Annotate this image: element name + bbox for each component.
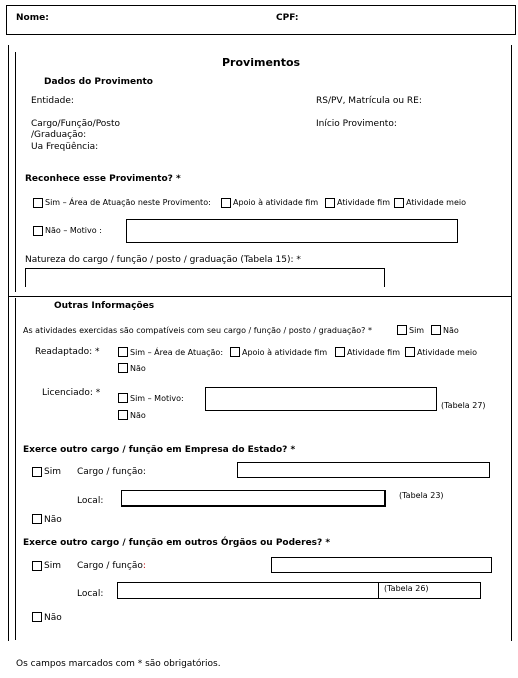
- orgaos-local-divider: [378, 582, 379, 599]
- licenciado-motivo-input[interactable]: [205, 387, 437, 411]
- empresa-cargo-input[interactable]: [237, 462, 490, 478]
- orgaos-question: Exerce outro cargo / função em outros Órgãos ou Poderes? *: [23, 538, 331, 548]
- orgaos-sim-checkbox[interactable]: [32, 561, 42, 571]
- nome-label: Nome:: [16, 13, 49, 23]
- rs-pv-label: RS/PV, Matrícula ou RE:: [316, 96, 422, 106]
- compat-sim-label: Sim: [409, 326, 425, 335]
- readaptado-nao-checkbox[interactable]: [118, 363, 128, 373]
- natureza-label: Natureza do cargo / função / posto / graduação (Tabela 15): *: [25, 255, 301, 265]
- readaptado-nao-label: Não: [130, 364, 146, 373]
- reconhece-sim-checkbox[interactable]: [33, 198, 43, 208]
- atividade-fim-label: Atividade fim: [337, 198, 391, 207]
- nao-motivo-input[interactable]: [126, 219, 458, 243]
- compat-nao-checkbox[interactable]: [431, 325, 441, 335]
- compat-question: As atividades exercidas são compatíveis com seu cargo / função / posto / graduação? *: [23, 326, 372, 335]
- readaptado-fim-label: Atividade fim: [347, 348, 401, 357]
- atividade-fim-checkbox[interactable]: [325, 198, 335, 208]
- cargo-label-line1: Cargo/Função/Posto: [31, 119, 121, 129]
- tabela-27-label: (Tabela 27): [441, 401, 486, 410]
- orgaos-nao-checkbox[interactable]: [32, 612, 42, 622]
- licenciado-label: Licenciado: *: [42, 388, 101, 398]
- inicio-provimento-label: Início Provimento:: [316, 119, 397, 129]
- readaptado-meio-checkbox[interactable]: [405, 347, 415, 357]
- entidade-label: Entidade:: [31, 96, 74, 106]
- tabela-26-label: (Tabela 26): [384, 584, 429, 593]
- empresa-nao-checkbox[interactable]: [32, 514, 42, 524]
- empresa-question: Exerce outro cargo / função em Empresa do Estado? *: [23, 445, 296, 455]
- empresa-local-input[interactable]: [121, 490, 386, 507]
- empresa-nao-label: Não: [44, 515, 62, 525]
- readaptado-meio-label: Atividade meio: [417, 348, 478, 357]
- licenciado-sim-label: Sim – Motivo:: [130, 394, 184, 403]
- empresa-cargo-label: Cargo / função:: [77, 467, 146, 477]
- empresa-sim-checkbox[interactable]: [32, 467, 42, 477]
- readaptado-sim-checkbox[interactable]: [118, 347, 128, 357]
- readaptado-fim-checkbox[interactable]: [335, 347, 345, 357]
- compat-sim-checkbox[interactable]: [397, 325, 407, 335]
- atividade-meio-label: Atividade meio: [406, 198, 467, 207]
- orgaos-cargo-input[interactable]: [271, 557, 492, 573]
- readaptado-apoio-label: Apoio à atividade fim: [242, 348, 328, 357]
- cargo-label-line2: /Graduação:: [31, 130, 87, 140]
- cpf-label: CPF:: [276, 13, 299, 23]
- orgaos-sim-label: Sim: [44, 561, 61, 571]
- apoio-atividade-fim-label: Apoio à atividade fim: [233, 198, 319, 207]
- frequencia-label: Ua Freqüência:: [31, 142, 99, 152]
- section2-inner-border: [15, 298, 16, 640]
- section-title-outras-informacoes: Outras Informações: [54, 301, 155, 311]
- left-border: [8, 45, 9, 641]
- licenciado-nao-label: Não: [130, 411, 146, 420]
- orgaos-cargo-label: [77, 561, 146, 571]
- orgaos-nao-label: Não: [44, 613, 62, 623]
- orgaos-cargo-label-text: Cargo / função: [77, 561, 143, 571]
- readaptado-sim-label: Sim – Área de Atuação:: [130, 348, 224, 357]
- orgaos-local-label: Local:: [77, 589, 104, 599]
- section1-inner-border: [15, 52, 16, 292]
- compat-nao-label: Não: [443, 326, 459, 335]
- subtitle-dados-provimento: Dados do Provimento: [44, 77, 153, 87]
- reconhece-nao-label: Não – Motivo :: [45, 226, 102, 235]
- reconhece-sim-label: Sim – Área de Atuação neste Provimento:: [45, 198, 211, 207]
- tabela-23-label: (Tabela 23): [399, 491, 444, 500]
- section-divider: [8, 296, 512, 297]
- readaptado-label: Readaptado: *: [35, 347, 100, 357]
- licenciado-nao-checkbox[interactable]: [118, 410, 128, 420]
- readaptado-apoio-checkbox[interactable]: [230, 347, 240, 357]
- empresa-sim-label: Sim: [44, 467, 61, 477]
- reconhece-question: Reconhece esse Provimento? *: [25, 174, 181, 184]
- natureza-input[interactable]: [25, 268, 385, 287]
- licenciado-sim-checkbox[interactable]: [118, 393, 128, 403]
- apoio-atividade-fim-checkbox[interactable]: [221, 198, 231, 208]
- atividade-meio-checkbox[interactable]: [394, 198, 404, 208]
- empresa-local-label: Local:: [77, 496, 104, 506]
- orgaos-cargo-label-colon: :: [142, 561, 146, 571]
- footer-note: Os campos marcados com * são obrigatórios.: [16, 659, 221, 669]
- reconhece-nao-checkbox[interactable]: [33, 226, 43, 236]
- section-title-provimentos: Provimentos: [222, 56, 301, 69]
- right-border: [511, 45, 512, 641]
- header-box: [6, 5, 516, 35]
